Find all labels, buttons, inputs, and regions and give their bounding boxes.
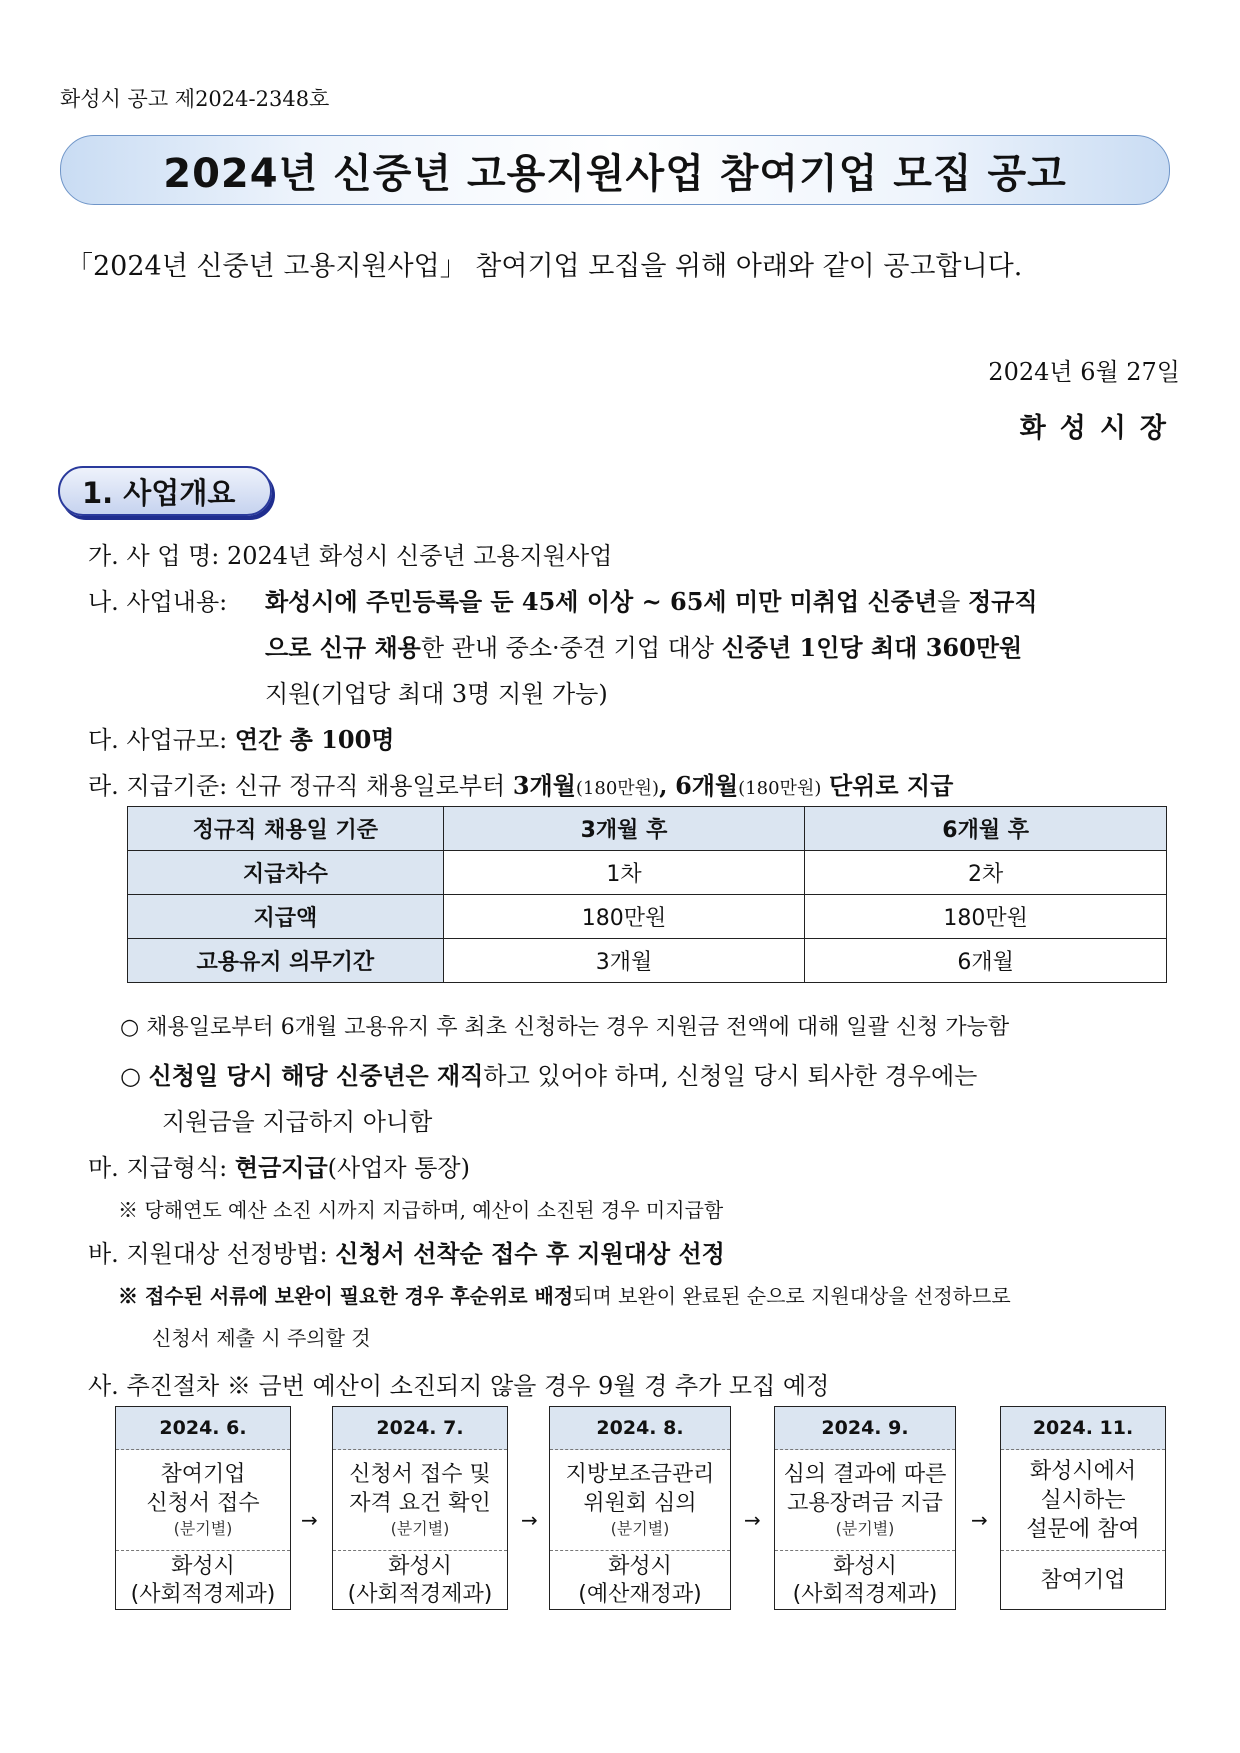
process-line2: 고용장려금 지급 bbox=[787, 1491, 943, 1516]
process-date: 2024. 6. bbox=[116, 1407, 290, 1450]
process-sub: (분기별) bbox=[173, 1519, 233, 1538]
arrow-icon: → bbox=[744, 1508, 761, 1532]
bullet-2-line2: 지원금을 지급하지 아니함 bbox=[162, 1108, 433, 1136]
intro-text: 「2024년 신중년 고용지원사업」 참여기업 모집을 위해 아래와 같이 공고합니다. bbox=[66, 251, 1023, 282]
item-ba-bold: 신청서 선착순 접수 후 지원대상 선정 bbox=[335, 1239, 725, 1268]
process-owner2: (사회적경제과) bbox=[792, 1582, 938, 1607]
notice-date: 2024년 6월 27일 bbox=[988, 358, 1180, 386]
bullet-1: ○ 채용일로부터 6개월 고용유지 후 최초 신청하는 경우 지원금 전액에 대해 일괄 신청 가능함 bbox=[120, 1015, 1010, 1040]
arrow-icon: → bbox=[521, 1508, 538, 1532]
table-cell: 3개월 bbox=[443, 939, 805, 983]
process-owner1: 화성시 bbox=[833, 1554, 897, 1579]
process-sub: (분기별) bbox=[835, 1519, 895, 1538]
section-heading-1 bbox=[58, 466, 272, 516]
table-header-row bbox=[128, 807, 1167, 851]
process-sub: (분기별) bbox=[610, 1519, 670, 1538]
table-row-label: 지급액 bbox=[128, 895, 444, 939]
process-sub: (분기별) bbox=[390, 1519, 450, 1538]
item-ma-bold: 현금지급 bbox=[234, 1153, 328, 1182]
item-ga-text: 2024년 화성시 신중년 고용지원사업 bbox=[226, 542, 613, 570]
process-line1: 참여기업 bbox=[160, 1462, 246, 1487]
process-owner bbox=[333, 1551, 507, 1611]
item-na-mid: 한 관내 중소·중견 기업 대상 bbox=[420, 634, 714, 662]
process-sub: 설문에 참여 bbox=[1026, 1516, 1140, 1542]
process-owner2: (사회적경제과) bbox=[347, 1582, 493, 1607]
item-ga-label: 가. 사 업 명: bbox=[88, 542, 220, 570]
process-line2: 자격 요건 확인 bbox=[349, 1491, 491, 1516]
item-ra-b1: 3개월 bbox=[512, 771, 576, 800]
item-ba bbox=[88, 1234, 725, 1269]
process-desc bbox=[775, 1450, 955, 1551]
bullet-2-mark: ○ bbox=[120, 1062, 141, 1090]
table-row bbox=[128, 939, 1167, 983]
process-line2: 신청서 접수 bbox=[146, 1491, 260, 1516]
item-ma-rest: (사업자 통장) bbox=[327, 1154, 470, 1182]
process-owner bbox=[550, 1551, 730, 1611]
process-owner bbox=[1001, 1551, 1165, 1611]
item-na-bold2: 정규직 bbox=[967, 587, 1038, 616]
process-line1: 화성시에서 bbox=[1029, 1458, 1137, 1484]
item-sa-note: ※ 금번 예산이 소진되지 않을 경우 9월 경 추가 모집 예정 bbox=[226, 1372, 830, 1400]
item-na-tail1: 을 bbox=[937, 588, 961, 616]
item-ba-note bbox=[118, 1280, 1011, 1309]
process-owner1: 화성시 bbox=[608, 1554, 672, 1579]
table-cell: 6개월 bbox=[805, 939, 1167, 983]
process-date: 2024. 8. bbox=[550, 1407, 730, 1450]
process-step-5 bbox=[1000, 1406, 1166, 1610]
item-na-line2 bbox=[265, 628, 1022, 663]
process-step-3 bbox=[549, 1406, 731, 1610]
table-row-label: 고용유지 의무기간 bbox=[128, 939, 444, 983]
item-ba-note-rest: 되며 보완이 완료된 순으로 지원대상을 선정하므로 bbox=[573, 1284, 1011, 1308]
table-row-label: 지급차수 bbox=[128, 851, 444, 895]
item-sa-label: 사. 추진절차 bbox=[88, 1372, 220, 1400]
item-ra-comma: , bbox=[659, 771, 668, 800]
process-line2: 실시하는 bbox=[1040, 1487, 1126, 1513]
process-line1: 지방보조금관리 bbox=[565, 1462, 715, 1487]
process-line1: 신청서 접수 및 bbox=[349, 1462, 491, 1487]
item-na-bold4: 신중년 1인당 최대 360만원 bbox=[721, 633, 1023, 662]
table-cell: 180만원 bbox=[805, 895, 1167, 939]
table-row bbox=[128, 895, 1167, 939]
notice-number: 화성시 공고 제2024-2348호 bbox=[60, 87, 330, 111]
table-row bbox=[128, 851, 1167, 895]
item-ma-label: 마. 지급형식: bbox=[88, 1154, 228, 1182]
process-step-4 bbox=[774, 1406, 956, 1610]
process-line1: 심의 결과에 따른 bbox=[783, 1462, 947, 1487]
arrow-icon: → bbox=[301, 1508, 318, 1532]
item-ga bbox=[88, 536, 612, 571]
item-da-label: 다. 사업규모: bbox=[88, 726, 228, 754]
item-ma-note: ※ 당해연도 예산 소진 시까지 지급하며, 예산이 소진된 경우 미지급함 bbox=[118, 1198, 724, 1222]
process-desc bbox=[1001, 1450, 1165, 1551]
title-banner bbox=[60, 135, 1170, 205]
process-owner1: 화성시 bbox=[171, 1554, 235, 1579]
item-ra-label: 라. 지급기준: bbox=[88, 772, 228, 800]
table-header: 6개월 후 bbox=[805, 807, 1167, 851]
process-owner bbox=[775, 1551, 955, 1611]
process-owner bbox=[116, 1551, 290, 1611]
item-ra-s1: (180만원) bbox=[575, 778, 660, 799]
item-ra-b2: 6개월 bbox=[675, 771, 739, 800]
process-desc bbox=[550, 1450, 730, 1551]
process-step-2 bbox=[332, 1406, 508, 1610]
item-ra bbox=[88, 766, 953, 801]
item-na-bold1: 화성시에 주민등록을 둔 45세 이상 ~ 65세 미만 미취업 신중년 bbox=[265, 587, 938, 616]
arrow-icon: → bbox=[971, 1508, 988, 1532]
process-date: 2024. 7. bbox=[333, 1407, 507, 1450]
bullet-2-bold: 신청일 당시 해당 신중년은 재직 bbox=[148, 1061, 484, 1090]
process-owner1: 참여기업 bbox=[1040, 1568, 1126, 1593]
process-date: 2024. 9. bbox=[775, 1407, 955, 1450]
process-owner1: 화성시 bbox=[388, 1554, 452, 1579]
process-step-1 bbox=[115, 1406, 291, 1610]
process-date: 2024. 11. bbox=[1001, 1407, 1165, 1450]
item-ma bbox=[88, 1148, 470, 1183]
item-ra-s2: (180만원) bbox=[738, 778, 822, 799]
item-ba-label: 바. 지원대상 선정방법: bbox=[88, 1240, 328, 1268]
table-cell: 180만원 bbox=[443, 895, 805, 939]
table-header: 3개월 후 bbox=[443, 807, 805, 851]
process-line2: 위원회 심의 bbox=[583, 1491, 697, 1516]
item-ba-note-line2: 신청서 제출 시 주의할 것 bbox=[152, 1326, 371, 1350]
payment-table bbox=[127, 806, 1167, 983]
item-ra-text: 신규 정규직 채용일로부터 bbox=[234, 772, 506, 800]
item-ba-note-bold: ※ 접수된 서류에 보완이 필요한 경우 후순위로 배정 bbox=[118, 1284, 574, 1308]
item-da-text: 연간 총 100명 bbox=[234, 725, 395, 754]
process-desc bbox=[116, 1450, 290, 1551]
bullet-2-rest: 하고 있어야 하며, 신청일 당시 퇴사한 경우에는 bbox=[483, 1062, 978, 1090]
item-na-line3: 지원(기업당 최대 3명 지원 가능) bbox=[265, 680, 608, 708]
page-title: 2024년 신중년 고용지원사업 참여기업 모집 공고 bbox=[163, 150, 1067, 197]
item-na-bold3: 으로 신규 채용 bbox=[265, 633, 421, 662]
bullet-2 bbox=[120, 1056, 977, 1091]
process-owner2: (사회적경제과) bbox=[130, 1582, 276, 1607]
item-da bbox=[88, 720, 394, 755]
item-na-line1 bbox=[265, 582, 1038, 617]
process-owner2: (예산재정과) bbox=[578, 1582, 702, 1607]
item-na-label: 나. 사업내용: bbox=[88, 588, 228, 616]
item-sa bbox=[88, 1366, 829, 1401]
table-header: 정규직 채용일 기준 bbox=[128, 807, 444, 851]
section-heading-text: 1. 사업개요 bbox=[82, 475, 236, 510]
table-cell: 1차 bbox=[443, 851, 805, 895]
table-cell: 2차 bbox=[805, 851, 1167, 895]
item-ra-b3: 단위로 지급 bbox=[829, 771, 954, 800]
issuer: 화성시장 bbox=[1019, 413, 1180, 444]
process-desc bbox=[333, 1450, 507, 1551]
